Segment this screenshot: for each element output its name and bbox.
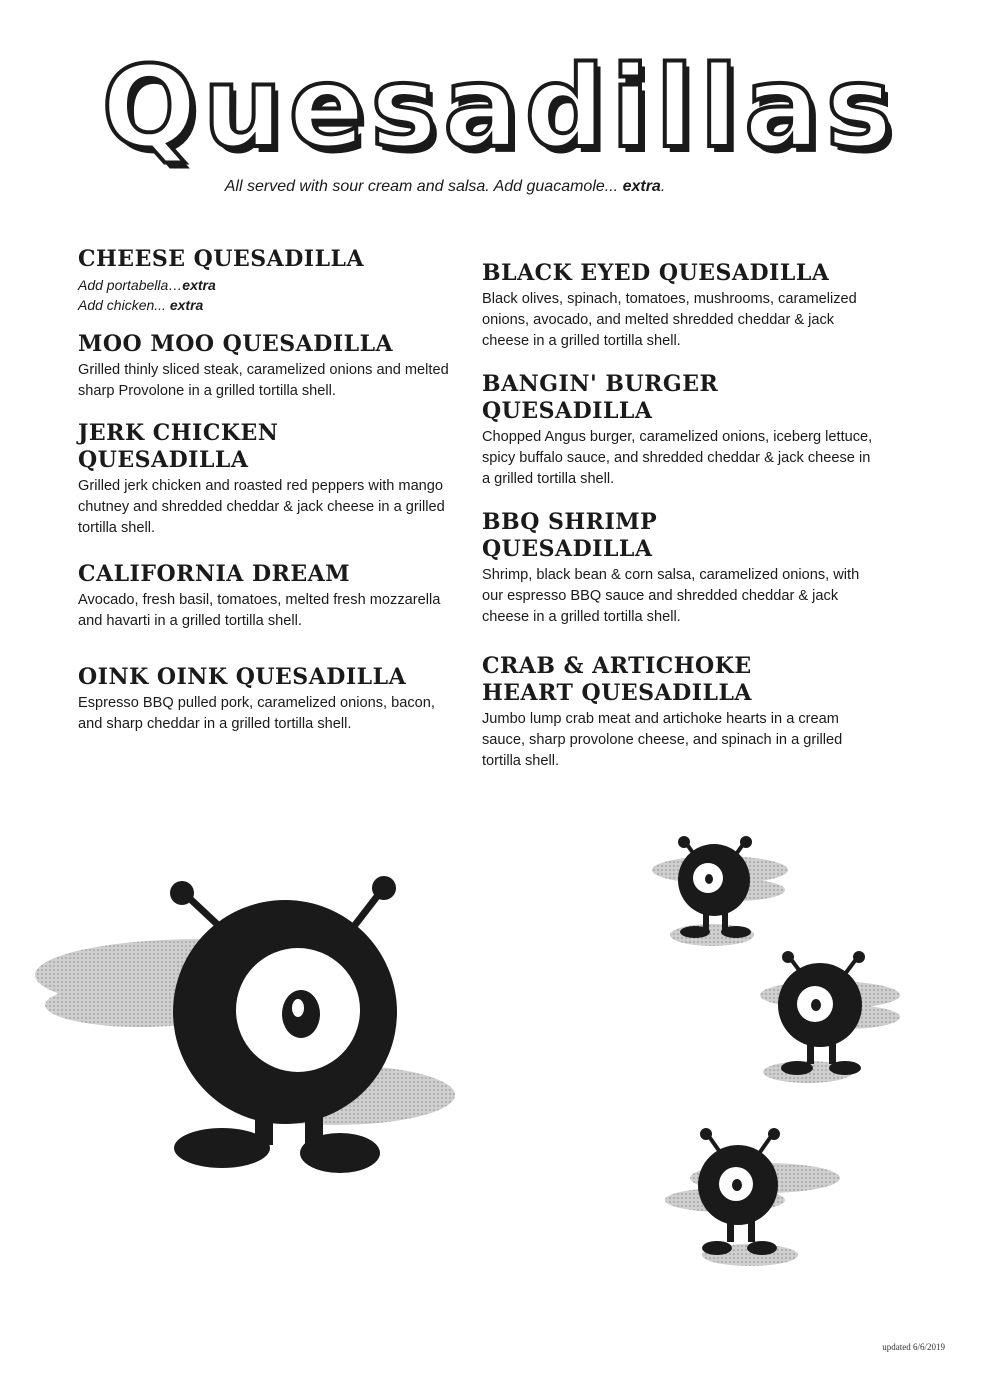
menu-item-name-line1: JERK CHICKEN <box>78 420 279 446</box>
menu-item-description: Grilled thinly sliced steak, caramelized onions and melted sharp Provolone in a grilled tortilla shell. <box>78 362 449 399</box>
one-eyed-monster-icon <box>760 951 900 1083</box>
menu-item-name-line2: QUESADILLA <box>78 447 249 473</box>
one-eyed-monster-icon <box>665 1128 840 1266</box>
page-title: Quesadillas <box>101 43 899 173</box>
menu-item-description: Avocado, fresh basil, tomatoes, melted fresh mozzarella and havarti in a grilled tortilla shell. <box>78 592 441 629</box>
menu-item-name-line2: HEART QUESADILLA <box>482 680 753 706</box>
menu-item-name: OINK OINK QUESADILLA <box>78 664 407 690</box>
menu-item-name-line2: QUESADILLA <box>482 398 653 424</box>
menu-item-name: MOO MOO QUESADILLA <box>78 331 394 357</box>
menu-item-name-line1: BBQ SHRIMP <box>482 509 658 535</box>
subtitle-text: All served with sour cream and salsa. Add guacamole... <box>224 178 623 195</box>
menu-item-name-line2: QUESADILLA <box>482 536 653 562</box>
menu-item-description: Chopped Angus burger, caramelized onions, iceberg lettuce, spicy buffalo sauce, and shredded cheddar & jack cheese in a grilled tortilla shell. <box>482 429 873 487</box>
menu-item-name: CHEESE QUESADILLA <box>78 246 365 272</box>
menu-item-description: Black olives, spinach, tomatoes, mushrooms, caramelized onions, avocado, and melted shredded cheddar & jack cheese in a grilled tortilla shell. <box>482 291 857 349</box>
menu-item-addon: Add chicken... extra <box>78 297 204 313</box>
subtitle-extra: extra <box>622 178 661 195</box>
menu-item-name: CALIFORNIA DREAM <box>78 561 351 587</box>
menu-item-name-line1: BANGIN' BURGER <box>482 371 719 397</box>
menu-item-description: Grilled jerk chicken and roasted red peppers with mango chutney and shredded cheddar & jack cheese in a grilled tortilla shell. <box>78 478 445 536</box>
menu-item-description: Jumbo lump crab meat and artichoke hearts in a cream sauce, sharp provolone cheese, and spinach in a grilled tortilla shell. <box>482 711 843 769</box>
menu-item-addon: Add portabella…extra <box>78 277 216 293</box>
menu-item-name-line1: CRAB & ARTICHOKE <box>482 653 752 679</box>
menu-item-name: BLACK EYED QUESADILLA <box>482 260 830 286</box>
one-eyed-monster-icon <box>35 876 455 1173</box>
menu-item-description: Espresso BBQ pulled pork, caramelized onions, bacon, and sharp cheddar in a grilled tortilla shell. <box>78 695 435 732</box>
subtitle-suffix: . <box>660 178 666 195</box>
updated-date: updated 6/6/2019 <box>882 1342 945 1352</box>
one-eyed-monster-icon <box>652 836 788 946</box>
menu-item-description: Shrimp, black bean & corn salsa, caramelized onions, with our espresso BBQ sauce and shredded cheddar & jack cheese in a grilled tortilla shell. <box>482 567 860 625</box>
